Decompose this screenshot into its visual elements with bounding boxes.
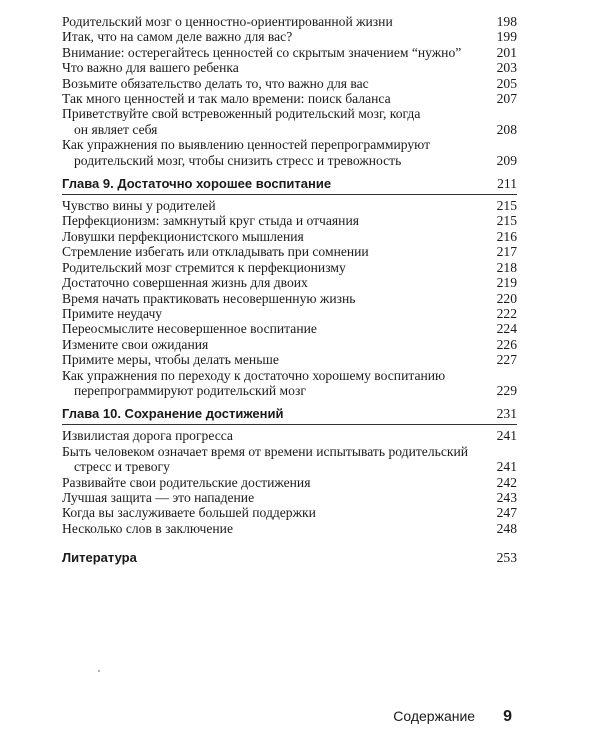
toc-entry: Достаточно совершенная жизнь для двоих 219 (62, 275, 517, 291)
toc-entry: Внимание: остерегайтесь ценностей со скрытым значением “нужно” 201 (62, 44, 517, 60)
page-number: 222 (496, 305, 517, 321)
toc-entry: Переосмыслите несовершенное воспитание 224 (62, 321, 517, 337)
page-number: 208 (496, 121, 517, 137)
page-number: 241 (496, 428, 517, 444)
toc-entry: Как упражнения по выявлению ценностей перепрограммируют родительский мозг, чтобы снизить стресс и тревожность 209 (62, 137, 517, 168)
chapter-divider (62, 424, 517, 425)
toc-entry: Перфекционизм: замкнутый круг стыда и отчаяния 215 (62, 213, 517, 229)
toc-entry: Быть человеком означает время от времени испытывать родительский стресс и тревогу 241 (62, 443, 517, 475)
toc-entry: Когда вы заслуживаете большей поддержки 247 (62, 505, 517, 521)
literature-heading: Литература 253 (62, 550, 517, 566)
toc-entry: Примите неудачу 222 (62, 305, 517, 321)
toc-entry: Родительский мозг стремится к перфекционизму 218 (62, 259, 517, 275)
toc-entry: Несколько слов в заключение 248 (62, 520, 517, 536)
toc-entry: Как упражнения по переходу к достаточно хорошему воспитанию перепрограммируют родительский мозг 229 (62, 367, 517, 398)
page-number: 201 (496, 44, 517, 60)
page-number: 231 (496, 406, 517, 422)
page-number: 205 (496, 75, 517, 91)
page-number: 243 (496, 489, 517, 505)
toc-entry: Приветствуйте свой встревоженный родительский мозг, когда он являет себя 208 (62, 106, 517, 137)
footer-page-number: 9 (503, 708, 512, 725)
page-number: 226 (496, 336, 517, 352)
page-number: 198 (496, 14, 517, 29)
page-number: 224 (496, 321, 517, 337)
page-number: 219 (496, 275, 517, 291)
chapter-9-heading: Глава 9. Достаточно хорошее воспитание 211 (62, 176, 517, 192)
page-footer (393, 708, 512, 726)
toc-entry: Развивайте свои родительские достижения 242 (62, 474, 517, 490)
toc-entry: Возьмите обязательство делать то, что важно для вас 205 (62, 75, 517, 91)
page-number: 211 (497, 176, 517, 192)
page-number: 217 (496, 244, 517, 260)
page-number: 207 (496, 91, 517, 107)
chapter-10-heading: Глава 10. Сохранение достижений 231 (62, 406, 517, 422)
toc-entry: Чувство вины у родителей 215 (62, 198, 517, 214)
page-number: 247 (496, 505, 517, 521)
toc-entry: Ловушки перфекционистского мышления 216 (62, 228, 517, 244)
page-number: 220 (496, 290, 517, 306)
toc-entry: Родительский мозг о ценностно-ориентированной жизни 198 (62, 14, 517, 29)
toc-entry: Так много ценностей и так мало времени: поиск баланса 207 (62, 91, 517, 107)
toc-entry: Стремление избегать или откладывать при сомнении 217 (62, 244, 517, 260)
page-number: 242 (496, 474, 517, 490)
toc-entry: Итак, что на самом деле важно для вас? 199 (62, 29, 517, 45)
page-number: 216 (496, 228, 517, 244)
toc-entry: Примите меры, чтобы делать меньше 227 (62, 352, 517, 368)
toc-entry: Измените свои ожидания 226 (62, 336, 517, 352)
page-number: 203 (496, 60, 517, 76)
page-number: 227 (496, 352, 517, 368)
page-number: 199 (496, 29, 517, 45)
page-number: 248 (496, 520, 517, 536)
toc-entry: Время начать практиковать несовершенную жизнь 220 (62, 290, 517, 306)
page-number: 253 (496, 550, 517, 566)
page-number: 241 (496, 459, 517, 475)
page-number: 209 (496, 152, 517, 168)
page-number: 229 (496, 382, 517, 398)
toc-entry: Что важно для вашего ребенка 203 (62, 60, 517, 76)
toc-entry: Извилистая дорога прогресса 241 (62, 428, 517, 444)
chapter-divider (62, 194, 517, 195)
page-number: 215 (496, 198, 517, 214)
page-number: 215 (496, 213, 517, 229)
page-number: 218 (496, 259, 517, 275)
toc-entry: Лучшая защита — это нападение 243 (62, 489, 517, 505)
table-of-contents (62, 14, 517, 566)
scan-speck (98, 670, 100, 672)
footer-section-label: Содержание (393, 708, 476, 724)
